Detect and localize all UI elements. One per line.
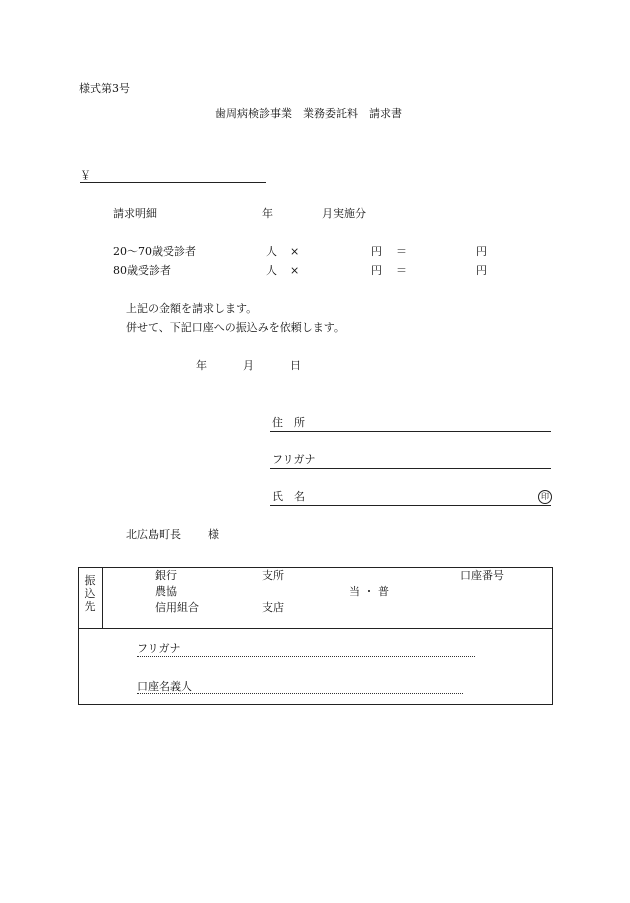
- row-label: 80歳受診者: [113, 264, 171, 277]
- account-holder-field-line[interactable]: [137, 693, 463, 694]
- row-people-unit: 人: [266, 245, 277, 258]
- row-yen-unit: 円: [371, 245, 382, 258]
- details-year-label: 年: [262, 207, 273, 220]
- furigana-field-line[interactable]: [270, 468, 551, 469]
- bank-furigana-field-line[interactable]: [137, 656, 475, 657]
- date-month-label: 月: [243, 359, 254, 372]
- row-times-sign: ×: [290, 264, 300, 277]
- transfer-destination-label: 振 込 先: [84, 574, 96, 613]
- date-day-label: 日: [290, 359, 301, 372]
- document-title: 歯周病検診事業 業務委託料 請求書: [215, 107, 402, 120]
- details-month-label: 月実施分: [322, 207, 366, 220]
- account-number-label: 口座番号: [460, 569, 504, 582]
- bank-option-label: 銀行: [155, 569, 177, 582]
- amount-field-line[interactable]: [80, 182, 266, 183]
- row-total-yen-unit: 円: [476, 264, 487, 277]
- branch-store-label: 支店: [262, 601, 284, 614]
- request-line-2: 併せて、下記口座への振込みを依頼します。: [126, 321, 345, 334]
- row-equals-sign: ＝: [396, 245, 407, 258]
- address-field-line[interactable]: [270, 431, 551, 432]
- row-label: 20～70歳受診者: [113, 245, 196, 258]
- details-heading: 請求明細: [113, 207, 157, 220]
- addressee-name: 北広島町長: [126, 528, 181, 541]
- name-label: 氏 名: [272, 490, 305, 503]
- account-type-selector[interactable]: 当 ・ 普: [349, 585, 389, 598]
- date-year-label: 年: [196, 359, 207, 372]
- row-total-yen-unit: 円: [476, 245, 487, 258]
- request-line-1: 上記の金額を請求します。: [126, 302, 258, 315]
- row-equals-sign: ＝: [396, 264, 407, 277]
- yen-symbol: ￥: [80, 169, 91, 182]
- agricultural-coop-option-label: 農協: [155, 585, 177, 598]
- seal-mark: 印: [538, 490, 552, 504]
- branch-office-label: 支所: [262, 569, 284, 582]
- name-field-line[interactable]: [270, 505, 551, 506]
- row-times-sign: ×: [290, 245, 300, 258]
- bank-furigana-label: フリガナ: [137, 642, 181, 655]
- account-holder-label: 口座名義人: [137, 680, 192, 693]
- furigana-label: フリガナ: [272, 453, 316, 466]
- row-people-unit: 人: [266, 264, 277, 277]
- row-yen-unit: 円: [371, 264, 382, 277]
- bank-box-row-divider: [78, 628, 553, 629]
- credit-union-option-label: 信用組合: [155, 601, 199, 614]
- bank-box-divider: [102, 567, 103, 628]
- addressee-honorific: 様: [208, 528, 219, 541]
- form-number: 様式第3号: [79, 82, 130, 95]
- address-label: 住 所: [272, 416, 305, 429]
